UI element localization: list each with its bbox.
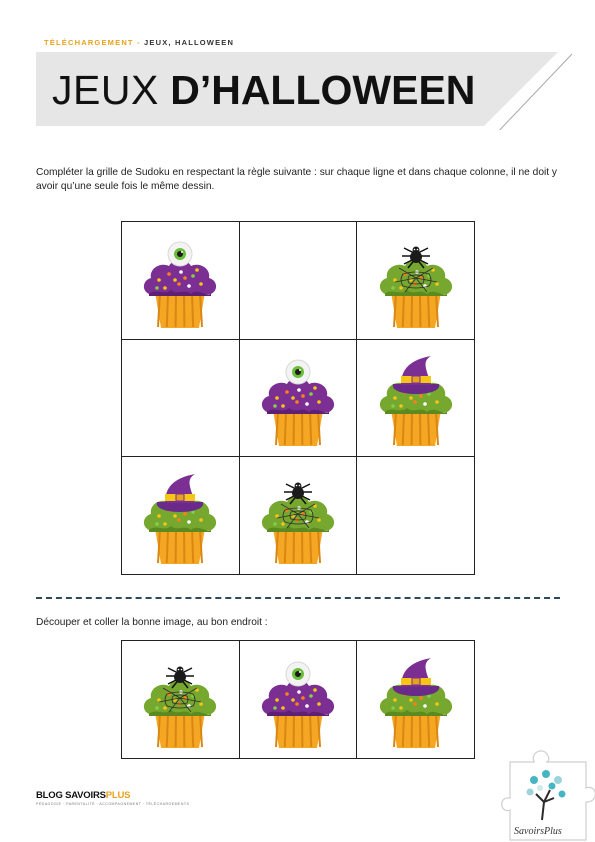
spider-cupcake-icon xyxy=(135,650,225,750)
spider-cupcake-icon xyxy=(253,466,343,566)
sudoku-cell-8 xyxy=(240,457,358,575)
sudoku-cell-4 xyxy=(122,340,240,458)
breadcrumb-path[interactable]: JEUX, HALLOWEEN xyxy=(144,38,235,47)
blog-logo-text: BLOG SAVOIRS xyxy=(36,790,106,801)
savoirsplus-puzzle-logo xyxy=(500,740,595,842)
breadcrumb-separator: - xyxy=(137,38,141,47)
witch-hat-cupcake-icon xyxy=(371,650,461,750)
eyeball-cupcake-icon xyxy=(135,230,225,330)
sudoku-cell-5 xyxy=(240,340,358,458)
witch-hat-cupcake-icon xyxy=(135,466,225,566)
sudoku-instructions: Compléter la grille de Sudoku en respectant la règle suivante : sur chaque ligne et dans chaque colonne, il ne doit y avoir qu’une seule fois le même dessin. xyxy=(36,167,558,192)
breadcrumb-category[interactable]: TÉLÉCHARGEMENT xyxy=(44,38,134,47)
breadcrumb xyxy=(44,38,234,47)
sudoku-cell-3 xyxy=(357,222,475,340)
sudoku-cell-6 xyxy=(357,340,475,458)
page-title xyxy=(52,66,475,114)
cutout-instructions: Découper et coller la bonne image, au bon endroit : xyxy=(36,617,268,628)
cutout-cell-2 xyxy=(240,641,358,759)
page-title-light: JEUX xyxy=(52,67,159,113)
sudoku-cell-7 xyxy=(122,457,240,575)
cut-divider xyxy=(36,597,560,599)
page-title-bold: D’HALLOWEEN xyxy=(170,67,476,113)
sudoku-cell-2 xyxy=(240,222,358,340)
sudoku-cell-1 xyxy=(122,222,240,340)
cutout-pieces xyxy=(121,640,475,759)
savoirsplus-logo-text: SavoirsPlus xyxy=(514,826,562,837)
blog-logo-plus: PLUS xyxy=(105,790,131,801)
eyeball-cupcake-icon xyxy=(253,650,343,750)
cutout-cell-1 xyxy=(122,641,240,759)
blog-logo[interactable] xyxy=(36,790,189,806)
tree-icon xyxy=(527,770,566,820)
sudoku-grid xyxy=(121,221,475,575)
eyeball-cupcake-icon xyxy=(253,348,343,448)
cutout-cell-3 xyxy=(357,641,475,759)
spider-cupcake-icon xyxy=(371,230,461,330)
blog-logo-tagline: PÉDAGOGIE · PARENTALITÉ · ACCOMPAGNEMENT · TÉLÉCHARGEMENTS xyxy=(36,802,190,806)
witch-hat-cupcake-icon xyxy=(371,348,461,448)
sudoku-cell-9 xyxy=(357,457,475,575)
